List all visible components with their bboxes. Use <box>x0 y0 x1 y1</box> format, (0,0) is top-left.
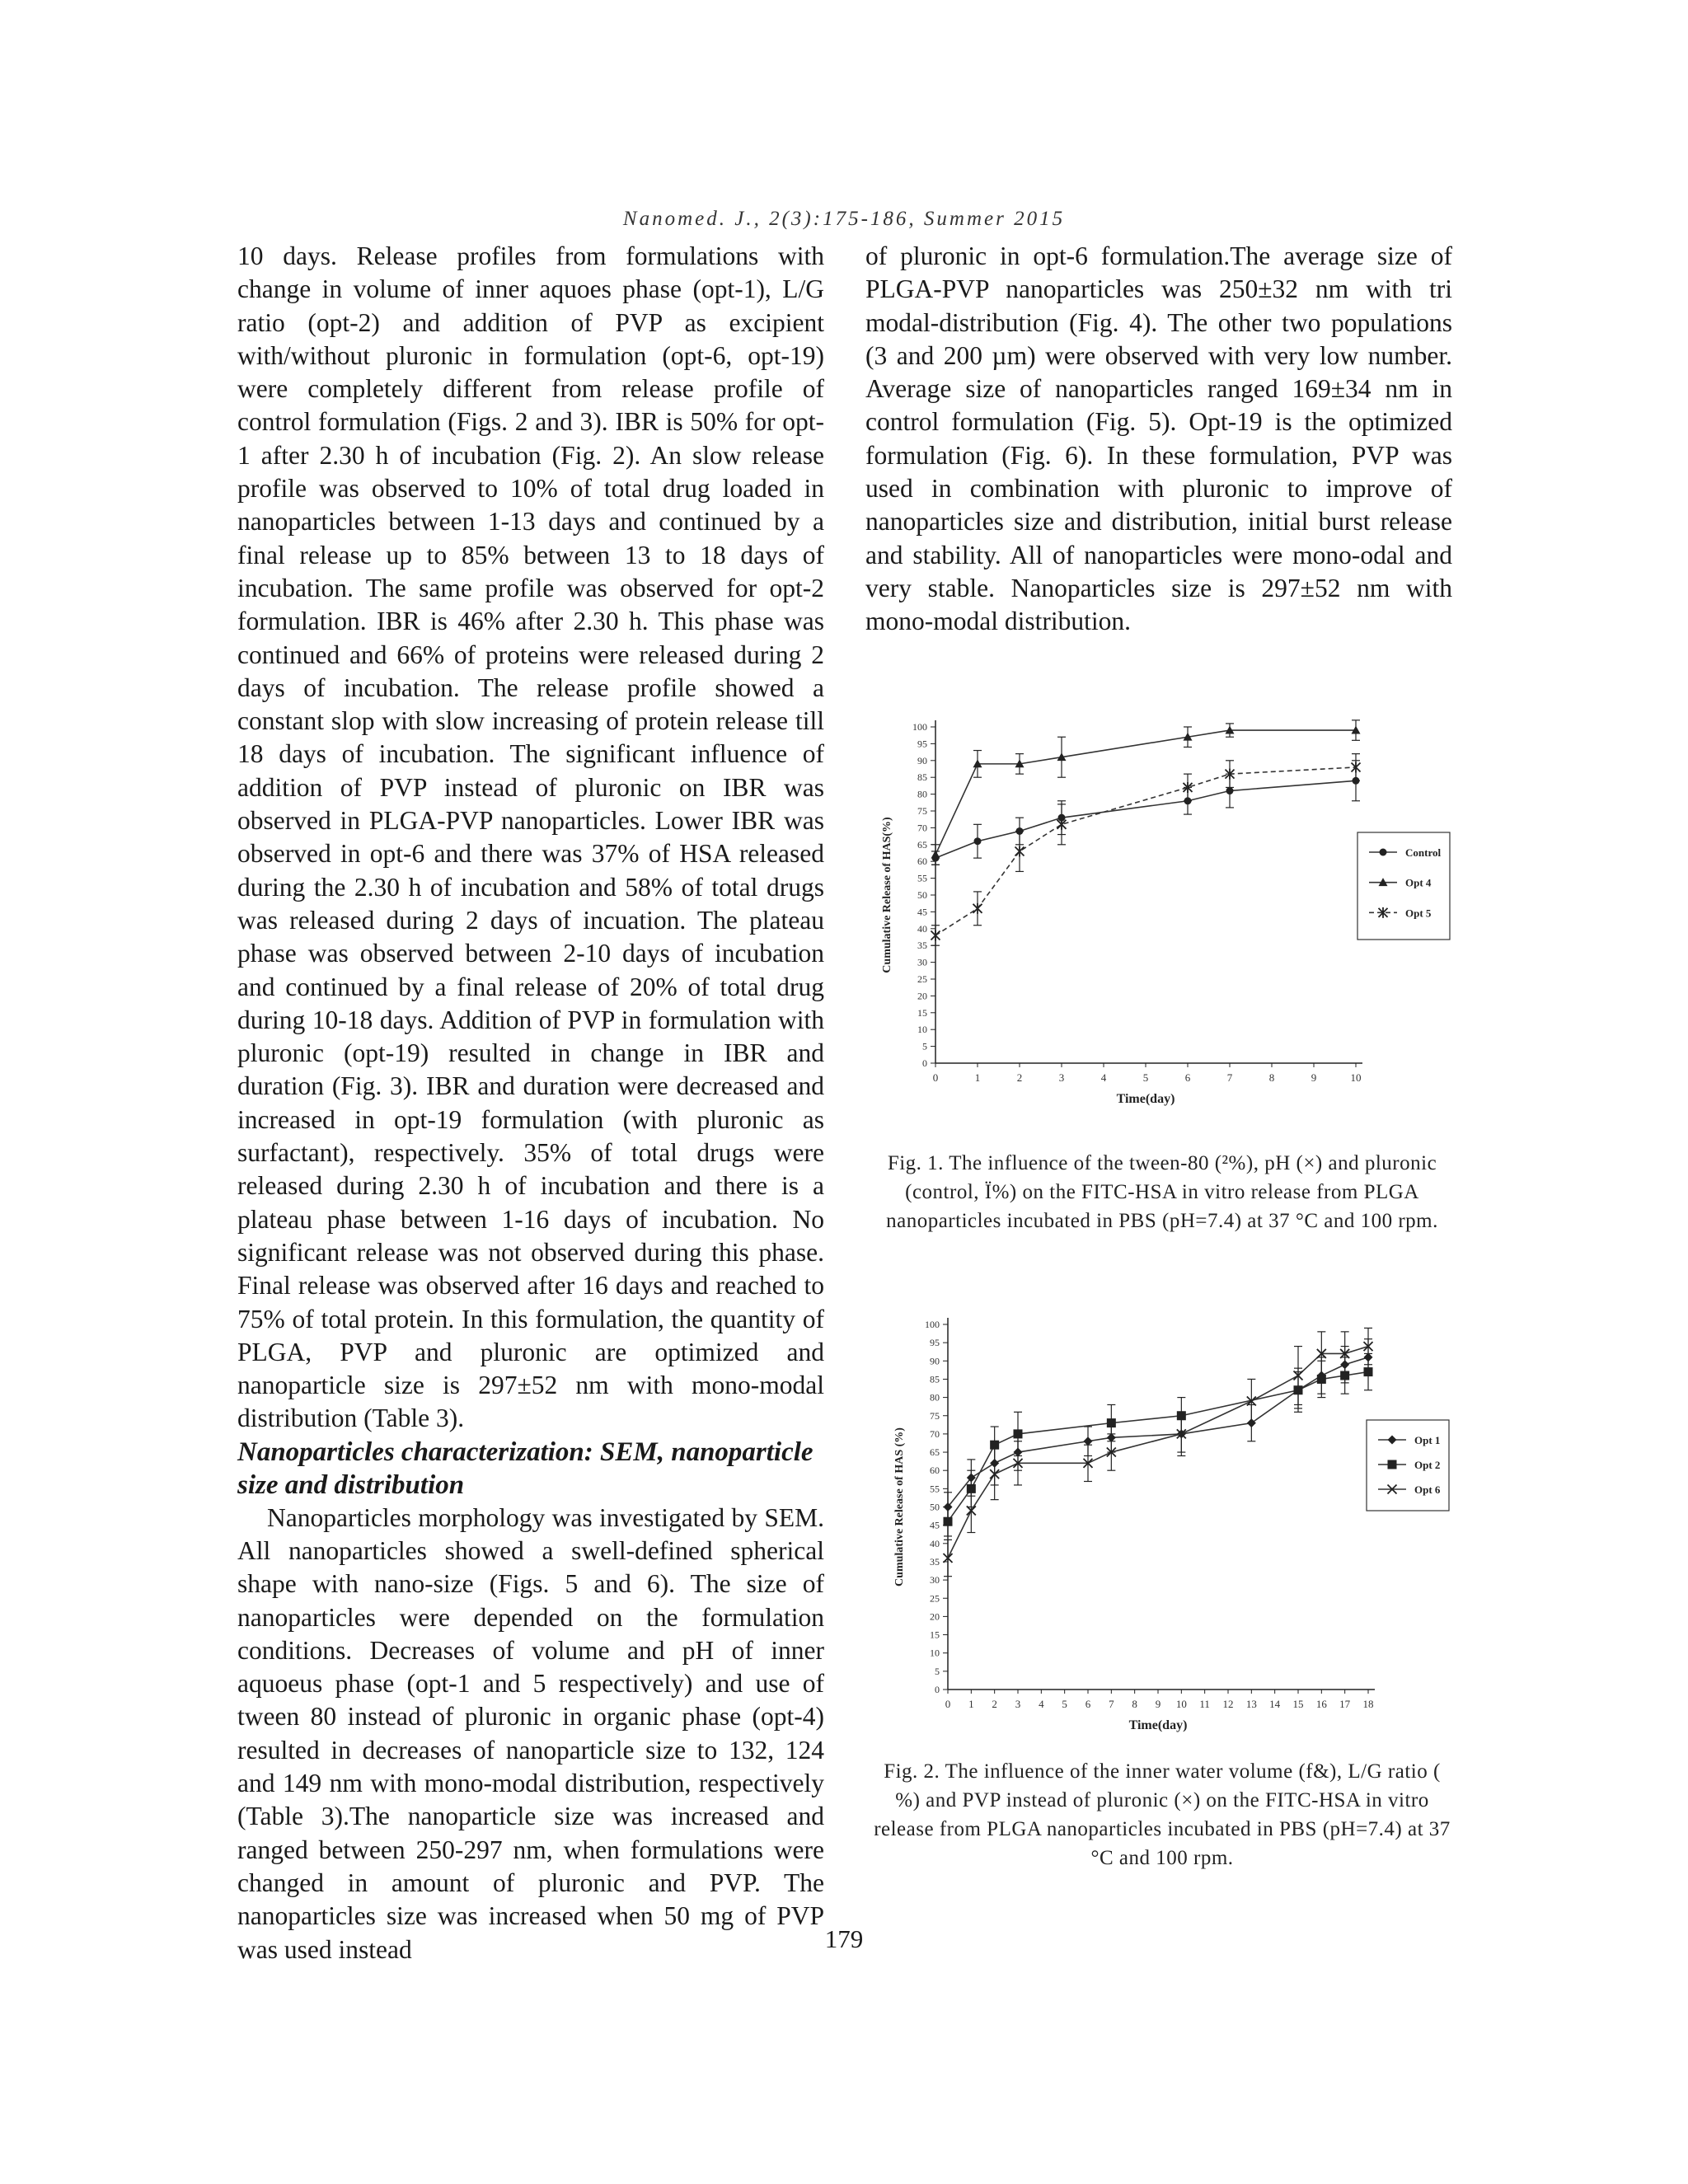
x-axis-label: Time(day) <box>1128 1718 1188 1732</box>
data-point <box>1107 1418 1116 1427</box>
x-tick-label: 4 <box>1100 1071 1107 1084</box>
x-tick-label: 15 <box>1292 1698 1304 1710</box>
y-tick-label: 70 <box>930 1427 940 1440</box>
x-tick-label: 14 <box>1269 1698 1281 1710</box>
series-opt-2 <box>944 1353 1373 1536</box>
y-tick-label: 65 <box>917 838 927 851</box>
y-tick-label: 35 <box>930 1555 940 1568</box>
series-opt-5 <box>931 754 1361 946</box>
y-tick-label: 15 <box>930 1629 940 1641</box>
x-tick-label: 0 <box>932 1071 939 1084</box>
series-line <box>948 1347 1368 1558</box>
y-tick-label: 55 <box>917 872 927 884</box>
y-tick-label: 0 <box>935 1684 940 1695</box>
x-tick-label: 7 <box>1109 1698 1114 1710</box>
x-tick-label: 2 <box>1016 1071 1023 1084</box>
y-tick-label: 100 <box>912 721 927 733</box>
y-tick-label: 35 <box>917 940 927 952</box>
y-tick-label: 85 <box>930 1373 940 1385</box>
x-tick-label: 4 <box>1039 1698 1044 1710</box>
y-tick-label: 55 <box>930 1483 940 1495</box>
y-tick-label: 95 <box>930 1337 940 1349</box>
y-tick-label: 65 <box>930 1446 940 1459</box>
y-tick-label: 10 <box>917 1024 927 1036</box>
legend-marker <box>1388 1460 1397 1469</box>
y-tick-label: 20 <box>917 990 927 1002</box>
y-tick-label: 50 <box>917 889 927 901</box>
x-tick-label: 9 <box>1155 1698 1161 1710</box>
series-line <box>948 1357 1368 1507</box>
legend-label: Opt 4 <box>1405 876 1432 889</box>
x-tick-label: 10 <box>1350 1071 1362 1084</box>
x-tick-label: 12 <box>1222 1698 1234 1710</box>
figure-2-chart <box>890 1315 1459 1751</box>
x-tick-label: 2 <box>992 1698 997 1710</box>
section-subheading: Nanoparticles characterization: SEM, nanoparticle size and distribution <box>237 1436 814 1500</box>
x-tick-label: 6 <box>1184 1071 1191 1084</box>
right-paragraph-1: of pluronic in opt-6 formulation.The average size of PLGA-PVP nanoparticles was 250±32 nm with tri modal-distribution (Fig. 4). The other two populations (3 and 200 µm) were observed with very low number. Average size of nanoparticles ranged 169±34 nm in control formulation (Fig. 5). Opt-19 is the optimized formulation (Fig. 6). In these formulation, PVP was used in combination with pluronic to improve of nanoparticles size and distribution, initial burst release and stability. All of nanoparticles were mono-odal and very stable. Nanoparticles size is 297±52 nm with mono-modal distribution. <box>865 241 1452 636</box>
x-tick-label: 1 <box>974 1071 981 1084</box>
y-tick-label: 80 <box>930 1391 940 1404</box>
x-tick-label: 3 <box>1015 1698 1021 1710</box>
figure-2-svg <box>890 1315 1459 1751</box>
data-point <box>931 930 940 940</box>
y-tick-label: 75 <box>930 1409 940 1422</box>
series-line <box>948 1372 1368 1522</box>
y-tick-label: 90 <box>930 1355 940 1367</box>
y-tick-label: 15 <box>917 1006 927 1019</box>
data-point <box>1364 1367 1373 1376</box>
x-tick-label: 8 <box>1132 1698 1137 1710</box>
y-tick-label: 80 <box>917 788 927 800</box>
y-tick-label: 45 <box>917 906 927 918</box>
data-point <box>1014 1429 1023 1438</box>
y-tick-label: 30 <box>917 956 927 968</box>
plot-area <box>881 720 1362 1106</box>
y-tick-label: 100 <box>925 1319 940 1330</box>
legend-label: Control <box>1405 846 1442 859</box>
x-tick-label: 5 <box>1142 1071 1149 1084</box>
y-axis-label: Cumulative Release of HAS (%) <box>893 1427 906 1586</box>
x-tick-label: 5 <box>1062 1698 1067 1710</box>
x-tick-label: 11 <box>1199 1698 1210 1710</box>
running-head: Nanomed. J., 2(3):175-186, Summer 2015 <box>622 208 1066 230</box>
data-point <box>1226 787 1234 794</box>
x-tick-label: 18 <box>1362 1698 1374 1710</box>
legend-marker <box>1380 849 1387 856</box>
data-point <box>1352 762 1361 772</box>
series-control <box>931 761 1360 865</box>
x-tick-label: 10 <box>1175 1698 1187 1710</box>
y-tick-label: 85 <box>917 771 927 784</box>
legend-label: Opt 2 <box>1414 1459 1441 1471</box>
left-paragraph-1: 10 days. Release profiles from formulations with change in volume of inner aquoes phase (opt-1), L/G ratio (opt-2) and addition of PVP as excipient with/without pluronic in formulation (opt-6, opt-19) were completely different from release profile of control formulation (Figs. 2 and 3). IBR is 50% for opt-1 after 2.30 h of incubation (Fig. 2). An slow release profile was observed to 10% of total drug loaded in nanoparticles between 1-13 days and continued by a final release up to 85% between 13 to 18 days of incubation. The same profile was observed for opt-2 formulation. IBR is 46% after 2.30 h. This phase was continued and 66% of proteins were released during 2 days of incubation. The release profile showed a constant slop with slow increasing of protein release till 18 days of incubation. The significant influence of addition of PVP instead of pluronic on IBR was observed in PLGA-PVP nanoparticles. Lower IBR was observed in opt-6 and there was 37% of HSA released during the 2.30 h of incubation and 58% of total drugs was released during 2 days of incuation. The plateau phase was observed between 2-10 days of incubation and continued by a final release of 20% of total drug during 10-18 days. Addition of PVP in formulation with pluronic (opt-19) resulted in change in IBR and duration (Fig. 3). IBR and duration were decreased and increased in opt-19 formulation (with pluronic as surfactant), respectively. 35% of total drugs were released during 2.30 h of incubation and there is a plateau phase between 1-16 days of incubation. No significant release was not observed during this phase. Final release was observed after 16 days and reached to 75% of total protein. In this formulation, the quantity of PLGA, PVP and pluronic are optimized and nanoparticle size is 297±52 nm with mono-modal distribution (Table 3). <box>237 241 824 1433</box>
x-tick-label: 0 <box>945 1698 951 1710</box>
legend-label: Opt 1 <box>1414 1434 1441 1446</box>
right-column <box>865 240 1452 639</box>
legend <box>1367 1420 1449 1511</box>
y-tick-label: 30 <box>930 1574 940 1586</box>
series-line <box>935 780 1356 858</box>
y-tick-label: 60 <box>917 855 927 868</box>
y-tick-label: 25 <box>930 1592 940 1605</box>
legend-label: Opt 5 <box>1405 907 1432 920</box>
y-tick-label: 45 <box>930 1519 940 1531</box>
x-tick-label: 9 <box>1311 1071 1317 1084</box>
x-tick-label: 16 <box>1315 1698 1327 1710</box>
y-tick-label: 5 <box>935 1665 940 1677</box>
y-tick-label: 10 <box>930 1647 940 1659</box>
figure-2-caption: Fig. 2. The influence of the inner water volume (f&), L/G ratio ( %) and PVP instead of pluronic (×) on the FITC-HSA in vitro release from PLGA nanoparticles incubated in PBS (pH=7.4) at 37 °C and 100 rpm. <box>874 1760 1451 1869</box>
data-point <box>974 837 982 845</box>
x-tick-label: 17 <box>1339 1698 1351 1710</box>
y-tick-label: 20 <box>930 1610 940 1623</box>
y-tick-label: 5 <box>922 1040 927 1052</box>
x-tick-label: 7 <box>1226 1071 1233 1084</box>
y-tick-label: 40 <box>930 1537 940 1549</box>
left-column <box>237 240 824 1966</box>
plot-area <box>893 1318 1375 1732</box>
y-axis-label: Cumulative Release of HAS(%) <box>881 817 893 973</box>
x-tick-label: 6 <box>1085 1698 1091 1710</box>
page-number: 179 <box>824 1924 864 1953</box>
figure-1-chart <box>878 717 1471 1121</box>
data-point <box>944 1517 953 1526</box>
y-tick-label: 25 <box>917 973 927 985</box>
y-tick-label: 70 <box>917 822 927 834</box>
y-tick-label: 40 <box>917 922 927 935</box>
series-opt-4 <box>931 720 1361 865</box>
left-paragraph-2: Nanoparticles morphology was investigated by SEM. All nanoparticles showed a swell-defined spherical shape with nano-size (Figs. 5 and 6). The size of nanoparticles were depended on the formulation conditions. Decreases of volume and pH of inner aquoeus phase (opt-1 and 5 respectively) and use of tween 80 instead of pluronic in organic phase (opt-4) resulted in decreases of nanoparticle size to 132, 124 and 149 nm with mono-modal distribution, respectively (Table 3).The nanoparticle size was increased and ranged between 250-297 nm, when formulations were changed in amount of pluronic and PVP. The nanoparticles size was increased when 50 mg of PVP was used instead <box>237 1502 824 1964</box>
x-tick-label: 8 <box>1268 1071 1275 1084</box>
x-tick-label: 3 <box>1058 1071 1065 1084</box>
y-tick-label: 75 <box>917 805 927 817</box>
x-tick-label: 1 <box>968 1698 974 1710</box>
x-tick-label: 13 <box>1245 1698 1257 1710</box>
y-tick-label: 90 <box>917 754 927 766</box>
y-tick-label: 60 <box>930 1465 940 1477</box>
figure-1-caption: Fig. 1. The influence of the tween-80 (²%), pH (×) and pluronic (control, Ï%) on the FITC-HSA in vitro release from PLGA nanoparticles incubated in PBS (pH=7.4) at 37 °C and 100 rpm. <box>886 1152 1438 1232</box>
series-opt-6 <box>944 1328 1373 1576</box>
legend <box>1357 832 1450 940</box>
y-tick-label: 95 <box>917 738 927 750</box>
series-line <box>935 767 1356 935</box>
y-tick-label: 0 <box>922 1057 927 1069</box>
data-point <box>973 903 982 914</box>
legend-label: Opt 6 <box>1414 1483 1441 1496</box>
data-point <box>1057 819 1067 830</box>
figure-1-svg <box>878 717 1471 1121</box>
x-axis-label: Time(day) <box>1116 1092 1175 1106</box>
y-tick-label: 50 <box>930 1501 940 1513</box>
data-point <box>1015 846 1025 856</box>
